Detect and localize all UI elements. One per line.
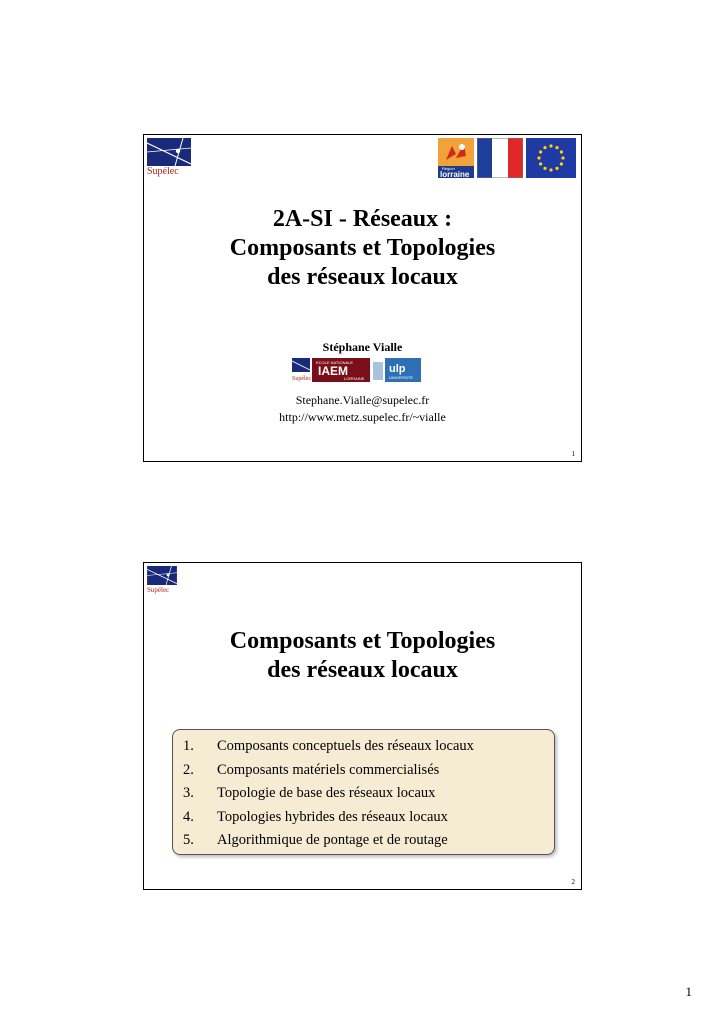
- eu-flag-icon: [526, 138, 576, 178]
- slide-2: [143, 562, 582, 890]
- slide-1-title-line: Composants et Topologies: [229, 235, 496, 261]
- iafm-sub-label: LORRAINE: [344, 376, 365, 381]
- ulp-label: ulp: [389, 363, 406, 375]
- ulp-logo-icon: [373, 358, 421, 382]
- outline-item-number: 5.: [183, 832, 194, 848]
- supelec-logo-icon: [147, 138, 191, 166]
- slide-2-title-line: des réseaux locaux: [267, 657, 458, 683]
- slide-1: [143, 134, 582, 462]
- outline-item: [183, 782, 548, 806]
- supelec-logo-icon: [147, 566, 177, 585]
- outline-item-number: 1.: [183, 738, 194, 754]
- slide-2-page-number: 2: [571, 878, 575, 886]
- outline-item: [183, 806, 548, 830]
- region-lorraine-logo-icon: [438, 138, 474, 178]
- outline-item-number: 2.: [183, 761, 194, 778]
- slide-1-title-line: des réseaux locaux: [267, 264, 458, 290]
- outline-item-text: Algorithmique de pontage et de routage: [217, 832, 448, 848]
- outline-item-text: Composants conceptuels des réseaux locaux: [217, 738, 474, 754]
- outline-item-text: Composants matériels commercialisés: [217, 761, 440, 778]
- supelec-logo-label: Supélec: [147, 586, 170, 594]
- outline-item-text: Topologie de base des réseaux locaux: [217, 785, 436, 801]
- lorraine-small-label: Région: [442, 166, 455, 171]
- contact-info: [144, 392, 581, 426]
- partner-logos: [438, 138, 576, 178]
- author-url[interactable]: http://www.metz.supelec.fr/~vialle: [279, 410, 446, 424]
- affil-supelec-label: Supélec: [292, 376, 311, 382]
- outline-box: [172, 729, 555, 855]
- supelec-logo-label: Supélec: [147, 166, 179, 177]
- affiliation-logos: [292, 358, 421, 382]
- outline-item-number: 4.: [183, 808, 194, 825]
- supelec-iafm-logo-icon: [292, 358, 370, 382]
- slide-1-title-line: 2A-SI - Réseaux :: [272, 206, 453, 232]
- author-email[interactable]: Stephane.Vialle@supelec.fr: [295, 393, 430, 407]
- slide-2-title-line: Composants et Topologies: [229, 628, 496, 654]
- author-name: Stéphane Vialle: [322, 340, 403, 354]
- outline-item: [183, 759, 548, 783]
- slide-2-title: [144, 627, 581, 685]
- supelec-logo: [147, 566, 177, 594]
- supelec-logo: [147, 138, 191, 177]
- french-flag-icon: [477, 138, 523, 178]
- outline-item-number: 3.: [183, 785, 194, 801]
- iafm-top-label: ECOLE NATIONALE: [316, 360, 354, 365]
- slide-1-page-number: 1: [571, 450, 575, 458]
- outline-item: [183, 829, 548, 853]
- outline-item-text: Topologies hybrides des réseaux locaux: [217, 808, 448, 825]
- outline-item: [183, 735, 548, 759]
- document-page-number: 1: [685, 984, 692, 999]
- slide-1-title: [144, 205, 581, 292]
- ulp-sub-label: UNIVERSITÉ: [389, 375, 414, 380]
- lorraine-label: lorraine: [440, 170, 470, 178]
- outline-list: [183, 735, 548, 853]
- iafm-label: IAEM: [318, 364, 348, 378]
